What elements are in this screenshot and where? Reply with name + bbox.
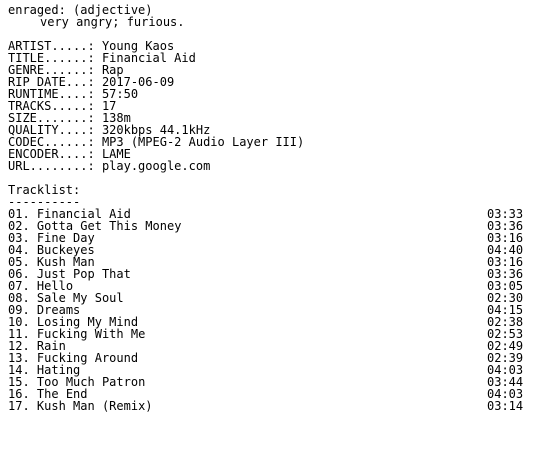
definition-headline: enraged: (adjective) <box>8 3 153 17</box>
track-number: 06. <box>8 267 30 281</box>
tracklist-heading: Tracklist: <box>8 183 81 197</box>
track-title: Losing My Mind <box>36 315 139 329</box>
track-number: 04. <box>8 243 30 257</box>
track-duration: 02:53 <box>487 327 524 341</box>
spacer <box>0 172 536 184</box>
track-duration: 03:36 <box>487 267 524 281</box>
metadata-value: Financial Aid <box>101 51 196 65</box>
track-number: 13. <box>8 351 30 365</box>
track-row <box>0 352 536 364</box>
track-title: Fucking Around <box>36 351 139 365</box>
track-row <box>0 400 536 412</box>
track-title: Fine Day <box>36 231 95 245</box>
metadata-label: TITLE......: <box>8 51 95 65</box>
track-row <box>0 328 536 340</box>
track-duration: 02:30 <box>487 291 524 305</box>
metadata-value: 138m <box>101 111 131 125</box>
track-title: Kush Man <box>36 255 95 269</box>
track-number: 15. <box>8 375 30 389</box>
track-number: 17. <box>8 399 30 413</box>
metadata-label: TRACKS.....: <box>8 99 95 113</box>
track-duration: 03:14 <box>487 399 524 413</box>
track-title: Just Pop That <box>36 267 131 281</box>
track-number: 11. <box>8 327 30 341</box>
metadata-label: RIP DATE...: <box>8 75 95 89</box>
metadata-label: GENRE......: <box>8 63 95 77</box>
track-duration: 03:33 <box>487 207 524 221</box>
track-title: The End <box>36 387 88 401</box>
track-number: 07. <box>8 279 30 293</box>
track-number: 16. <box>8 387 30 401</box>
tracklist <box>0 208 536 412</box>
track-duration: 02:38 <box>487 315 524 329</box>
track-title: Rain <box>36 339 66 353</box>
metadata-label: QUALITY....: <box>8 123 95 137</box>
track-title: Hating <box>36 363 81 377</box>
track-title: Gotta Get This Money <box>36 219 182 233</box>
track-duration: 02:49 <box>487 339 524 353</box>
track-number: 12. <box>8 339 30 353</box>
track-duration: 02:39 <box>487 351 524 365</box>
metadata-label: RUNTIME....: <box>8 87 95 101</box>
metadata-value: Rap <box>101 63 124 77</box>
metadata-block <box>0 40 536 172</box>
track-duration: 03:16 <box>487 231 524 245</box>
track-number: 05. <box>8 255 30 269</box>
track-number: 08. <box>8 291 30 305</box>
track-duration: 04:15 <box>487 303 524 317</box>
track-duration: 04:03 <box>487 387 524 401</box>
track-title: Too Much Patron <box>36 375 146 389</box>
metadata-row <box>0 160 536 172</box>
metadata-value: MP3 (MPEG-2 Audio Layer III) <box>101 135 305 149</box>
track-row <box>0 268 536 280</box>
track-duration: 03:44 <box>487 375 524 389</box>
metadata-label: SIZE.......: <box>8 111 95 125</box>
track-duration: 03:16 <box>487 255 524 269</box>
track-title: Sale My Soul <box>36 291 124 305</box>
track-number: 01. <box>8 207 30 221</box>
track-number: 02. <box>8 219 30 233</box>
track-title: Fucking With Me <box>36 327 146 341</box>
track-number: 03. <box>8 231 30 245</box>
definition-meaning: very angry; furious. <box>40 15 185 29</box>
metadata-value: Young Kaos <box>101 39 175 53</box>
track-number: 10. <box>8 315 30 329</box>
metadata-value: 2017-06-09 <box>101 75 175 89</box>
metadata-label: ARTIST.....: <box>8 39 95 53</box>
track-number: 14. <box>8 363 30 377</box>
track-duration: 03:05 <box>487 279 524 293</box>
track-title: Dreams <box>36 303 81 317</box>
track-row <box>0 292 536 304</box>
metadata-label: URL........: <box>8 159 95 173</box>
track-title: Financial Aid <box>36 207 131 221</box>
metadata-value: 57:50 <box>101 87 139 101</box>
track-duration: 03:36 <box>487 219 524 233</box>
track-title: Kush Man (Remix) <box>36 399 153 413</box>
tracklist-divider: ---------- <box>8 195 81 209</box>
track-duration: 04:03 <box>487 363 524 377</box>
metadata-value: LAME <box>101 147 131 161</box>
metadata-label: ENCODER....: <box>8 147 95 161</box>
track-number: 09. <box>8 303 30 317</box>
track-duration: 04:40 <box>487 243 524 257</box>
track-title: Hello <box>36 279 74 293</box>
metadata-value: play.google.com <box>101 159 211 173</box>
metadata-value: 17 <box>101 99 117 113</box>
metadata-label: CODEC......: <box>8 135 95 149</box>
metadata-value: 320kbps 44.1kHz <box>101 123 211 137</box>
track-title: Buckeyes <box>36 243 95 257</box>
